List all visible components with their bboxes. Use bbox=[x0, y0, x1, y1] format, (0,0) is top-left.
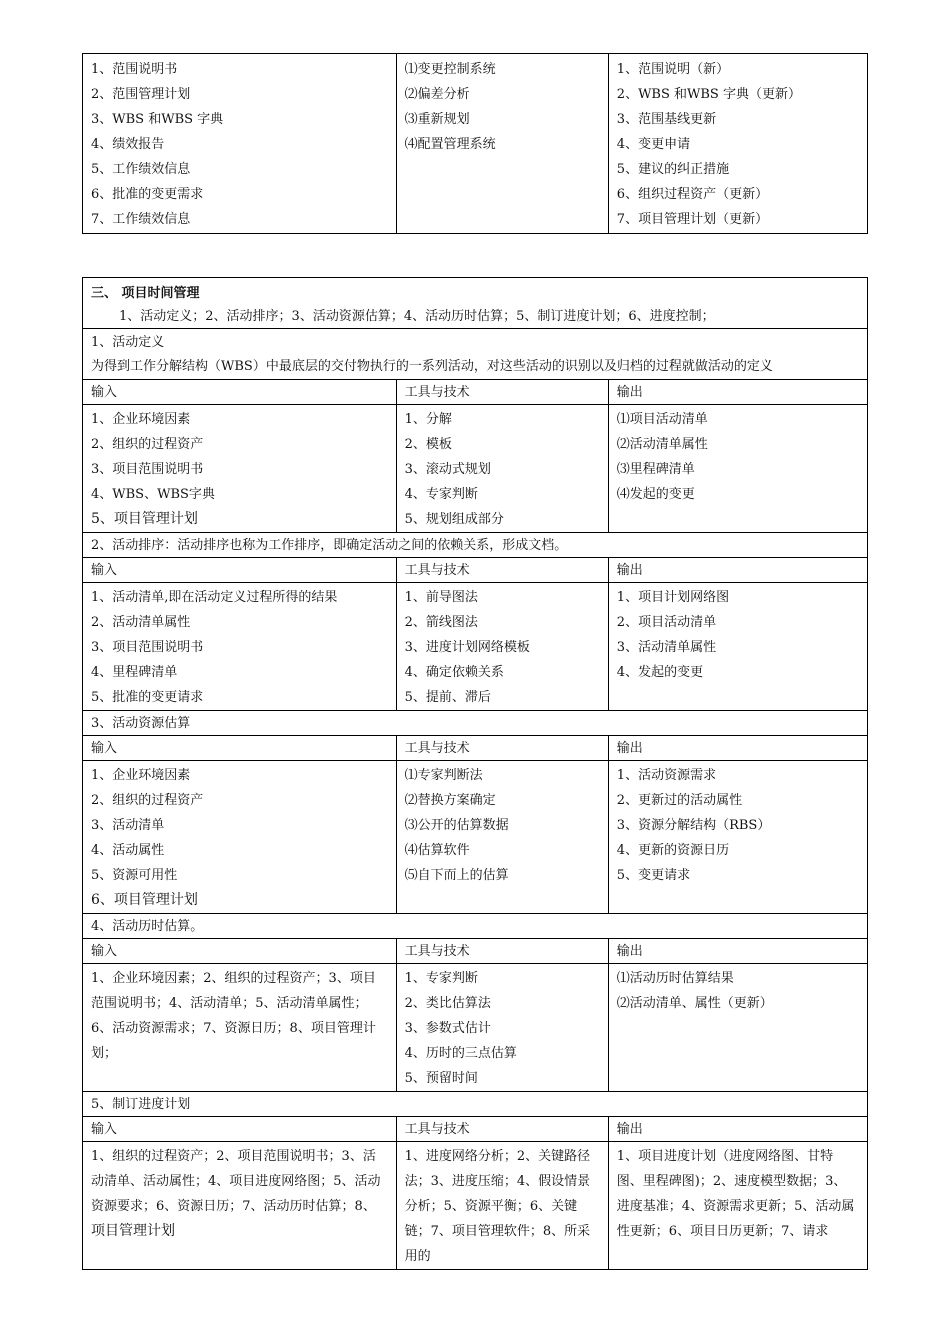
tools-text: 1、进度网络分析；2、关键路径法；3、进度压缩；4、假设情景分析；5、资源平衡；6、关键链；7、项目管理软件；8、所采用的 bbox=[404, 1149, 591, 1264]
tools-header: 工具与技术 bbox=[396, 1117, 608, 1142]
list-item: ⑶公开的估算数据 bbox=[404, 818, 509, 833]
list-item: 5、预留时间 bbox=[404, 1071, 478, 1086]
list-item: 3、范围基线更新 bbox=[616, 112, 717, 127]
list-item: ⑴变更控制系统 bbox=[404, 62, 496, 77]
list-item: 4、里程碑清单 bbox=[91, 665, 178, 680]
list-item: 5、变更请求 bbox=[616, 868, 691, 883]
list-item: 4、专家判断 bbox=[404, 487, 478, 502]
list-item: 6、项目管理计划 bbox=[91, 892, 198, 908]
list-item: 2、组织的过程资产 bbox=[91, 793, 204, 808]
list-item: 3、项目范围说明书 bbox=[91, 640, 204, 655]
output-header: 输出 bbox=[608, 939, 867, 964]
list-item: 2、范围管理计划 bbox=[91, 87, 191, 102]
tools-cell bbox=[396, 583, 608, 711]
list-item: 6、组织过程资产（更新） bbox=[616, 187, 769, 202]
table-row bbox=[83, 1142, 868, 1270]
tools-header: 工具与技术 bbox=[396, 380, 608, 405]
list-item: 4、活动属性 bbox=[91, 843, 165, 858]
tools-cell bbox=[396, 761, 608, 914]
list-item: 3、滚动式规划 bbox=[404, 462, 491, 477]
list-item: 7、工作绩效信息 bbox=[91, 212, 191, 227]
outputs-cell bbox=[608, 1142, 867, 1270]
column-header-row bbox=[83, 558, 868, 583]
list-item: 1、项目计划网络图 bbox=[616, 590, 730, 605]
subsection-title: 2、活动排序：活动排序也称为工作排序，即确定活动之间的依赖关系，形成文档。 bbox=[83, 533, 868, 558]
list-item: 1、范围说明书 bbox=[91, 62, 178, 77]
list-item: 3、项目范围说明书 bbox=[91, 462, 204, 477]
list-item: ⑵活动清单属性 bbox=[616, 437, 708, 452]
subsection-title: 4、活动历时估算。 bbox=[83, 914, 868, 939]
list-item: 3、参数式估计 bbox=[404, 1021, 491, 1036]
subsection-row bbox=[83, 1092, 868, 1117]
list-item: 5、提前、滞后 bbox=[404, 690, 491, 705]
outputs-cell bbox=[608, 54, 867, 234]
list-item: ⑴活动历时估算结果 bbox=[616, 971, 734, 986]
tools-header: 工具与技术 bbox=[396, 939, 608, 964]
inputs-text bbox=[91, 1144, 388, 1244]
tools-cell bbox=[396, 964, 608, 1092]
table-row bbox=[83, 54, 868, 234]
tools-cell bbox=[396, 54, 608, 234]
time-management-table bbox=[82, 277, 868, 1270]
list-item: 5、资源可用性 bbox=[91, 868, 178, 883]
column-header-row bbox=[83, 736, 868, 761]
output-header: 输出 bbox=[608, 558, 867, 583]
outputs-text: 1、项目进度计划（进度网络图、甘特图、里程碑图)；2、速度模型数据；3、进度基准；4、资源需求更新；5、活动属性更新；6、项目日历更新；7、请求 bbox=[616, 1149, 855, 1239]
section-summary: 1、活动定义；2、活动排序；3、活动资源估算；4、活动历时估算；5、制订进度计划；6、进度控制； bbox=[119, 309, 715, 324]
section-title: 三、 项目时间管理 bbox=[91, 286, 200, 301]
scope-control-table bbox=[82, 53, 868, 234]
inputs-text: 1、企业环境因素；2、组织的过程资产；3、项目范围说明书；4、活动清单；5、活动清单属性；6、活动资源需求；7、资源日历；8、项目管理计划； bbox=[91, 971, 376, 1061]
list-item: 3、活动清单属性 bbox=[616, 640, 717, 655]
list-item: ⑵偏差分析 bbox=[404, 87, 470, 102]
list-item: 5、批准的变更请求 bbox=[91, 690, 204, 705]
column-header-row bbox=[83, 939, 868, 964]
list-item: 2、项目活动清单 bbox=[616, 615, 717, 630]
subsection-title: 3、活动资源估算 bbox=[83, 711, 868, 736]
list-item: 3、资源分解结构（RBS） bbox=[616, 818, 771, 833]
input-header: 输入 bbox=[83, 939, 397, 964]
inputs-cell bbox=[83, 964, 397, 1092]
tools-header: 工具与技术 bbox=[396, 558, 608, 583]
tools-cell bbox=[396, 1142, 608, 1270]
subsection-title: 5、制订进度计划 bbox=[83, 1092, 868, 1117]
list-item: 1、范围说明（新） bbox=[616, 62, 730, 77]
outputs-cell bbox=[608, 405, 867, 533]
table-row bbox=[83, 964, 868, 1092]
list-item: 5、规划组成部分 bbox=[404, 512, 504, 527]
list-item: 4、历时的三点估算 bbox=[404, 1046, 517, 1061]
list-item: ⑶里程碑清单 bbox=[616, 462, 695, 477]
list-item: ⑵活动清单、属性（更新） bbox=[616, 996, 773, 1011]
tools-cell bbox=[396, 405, 608, 533]
subsection-row bbox=[83, 711, 868, 736]
table-row bbox=[83, 583, 868, 711]
output-header: 输出 bbox=[608, 380, 867, 405]
inputs-cell bbox=[83, 405, 397, 533]
list-item: ⑷配置管理系统 bbox=[404, 137, 496, 152]
subsection-title: 1、活动定义 bbox=[91, 335, 165, 350]
inputs-cell bbox=[83, 54, 397, 234]
tools-header: 工具与技术 bbox=[396, 736, 608, 761]
list-item: 1、分解 bbox=[404, 412, 452, 427]
subsection-row bbox=[83, 533, 868, 558]
inputs-cell bbox=[83, 761, 397, 914]
input-header: 输入 bbox=[83, 380, 397, 405]
list-item: ⑷估算软件 bbox=[404, 843, 470, 858]
list-item: ⑶重新规划 bbox=[404, 112, 470, 127]
list-item: 2、活动清单属性 bbox=[91, 615, 191, 630]
list-item: 4、确定依赖关系 bbox=[404, 665, 504, 680]
outputs-cell bbox=[608, 964, 867, 1092]
subsection-row bbox=[83, 914, 868, 939]
list-item: 7、项目管理计划（更新） bbox=[616, 212, 769, 227]
section-header-row bbox=[83, 278, 868, 329]
outputs-cell bbox=[608, 761, 867, 914]
list-item: 1、企业环境因素 bbox=[91, 768, 191, 783]
list-item: 3、进度计划网络模板 bbox=[404, 640, 530, 655]
inputs-text-part: 1、组织的过程资产；2、项目范围说明书；3、活动清单、活动属性；4、项目进度网络图；5、活动资源要求；6、资源日历；7、活动历时估算；8、 bbox=[91, 1149, 381, 1214]
outputs-cell bbox=[608, 583, 867, 711]
list-item: ⑴项目活动清单 bbox=[616, 412, 708, 427]
list-item: 2、模板 bbox=[404, 437, 452, 452]
list-item: ⑷发起的变更 bbox=[616, 487, 695, 502]
list-item: 4、WBS、WBS字典 bbox=[91, 487, 215, 502]
list-item: 1、活动清单,即在活动定义过程所得的结果 bbox=[91, 590, 338, 605]
list-item: 4、发起的变更 bbox=[616, 665, 704, 680]
list-item: 1、前导图法 bbox=[404, 590, 478, 605]
list-item: 2、类比估算法 bbox=[404, 996, 491, 1011]
inputs-cell bbox=[83, 1142, 397, 1270]
list-item: 3、活动清单 bbox=[91, 818, 165, 833]
output-header: 输出 bbox=[608, 1117, 867, 1142]
subsection-description: 为得到工作分解结构（WBS）中最底层的交付物执行的一系列活动，对这些活动的识别以及归档的过程就做活动的定义 bbox=[91, 359, 773, 374]
list-item: ⑵替换方案确定 bbox=[404, 793, 496, 808]
inputs-cell bbox=[83, 583, 397, 711]
list-item: 5、工作绩效信息 bbox=[91, 162, 191, 177]
list-item: 1、企业环境因素 bbox=[91, 412, 191, 427]
input-header: 输入 bbox=[83, 736, 397, 761]
input-header: 输入 bbox=[83, 558, 397, 583]
column-header-row bbox=[83, 380, 868, 405]
list-item: 2、箭线图法 bbox=[404, 615, 478, 630]
list-item: 4、变更申请 bbox=[616, 137, 691, 152]
list-item: 5、建议的纠正措施 bbox=[616, 162, 730, 177]
output-header: 输出 bbox=[608, 736, 867, 761]
list-item: 1、专家判断 bbox=[404, 971, 478, 986]
column-header-row bbox=[83, 1117, 868, 1142]
inputs-text-part: 项目管理计划 bbox=[91, 1223, 175, 1239]
subsection-row bbox=[83, 329, 868, 380]
table-row bbox=[83, 761, 868, 914]
list-item: ⑸自下而上的估算 bbox=[404, 868, 509, 883]
list-item: 2、组织的过程资产 bbox=[91, 437, 204, 452]
input-header: 输入 bbox=[83, 1117, 397, 1142]
list-item: 4、绩效报告 bbox=[91, 137, 165, 152]
list-item: 1、活动资源需求 bbox=[616, 768, 717, 783]
list-item: 3、WBS 和WBS 字典 bbox=[91, 112, 224, 127]
list-item: 4、更新的资源日历 bbox=[616, 843, 730, 858]
list-item: 2、WBS 和WBS 字典（更新） bbox=[616, 87, 801, 102]
list-item: ⑴专家判断法 bbox=[404, 768, 483, 783]
table-row bbox=[83, 405, 868, 533]
list-item: 6、批准的变更需求 bbox=[91, 187, 204, 202]
list-item: 2、更新过的活动属性 bbox=[616, 793, 743, 808]
list-item: 5、项目管理计划 bbox=[91, 511, 198, 527]
